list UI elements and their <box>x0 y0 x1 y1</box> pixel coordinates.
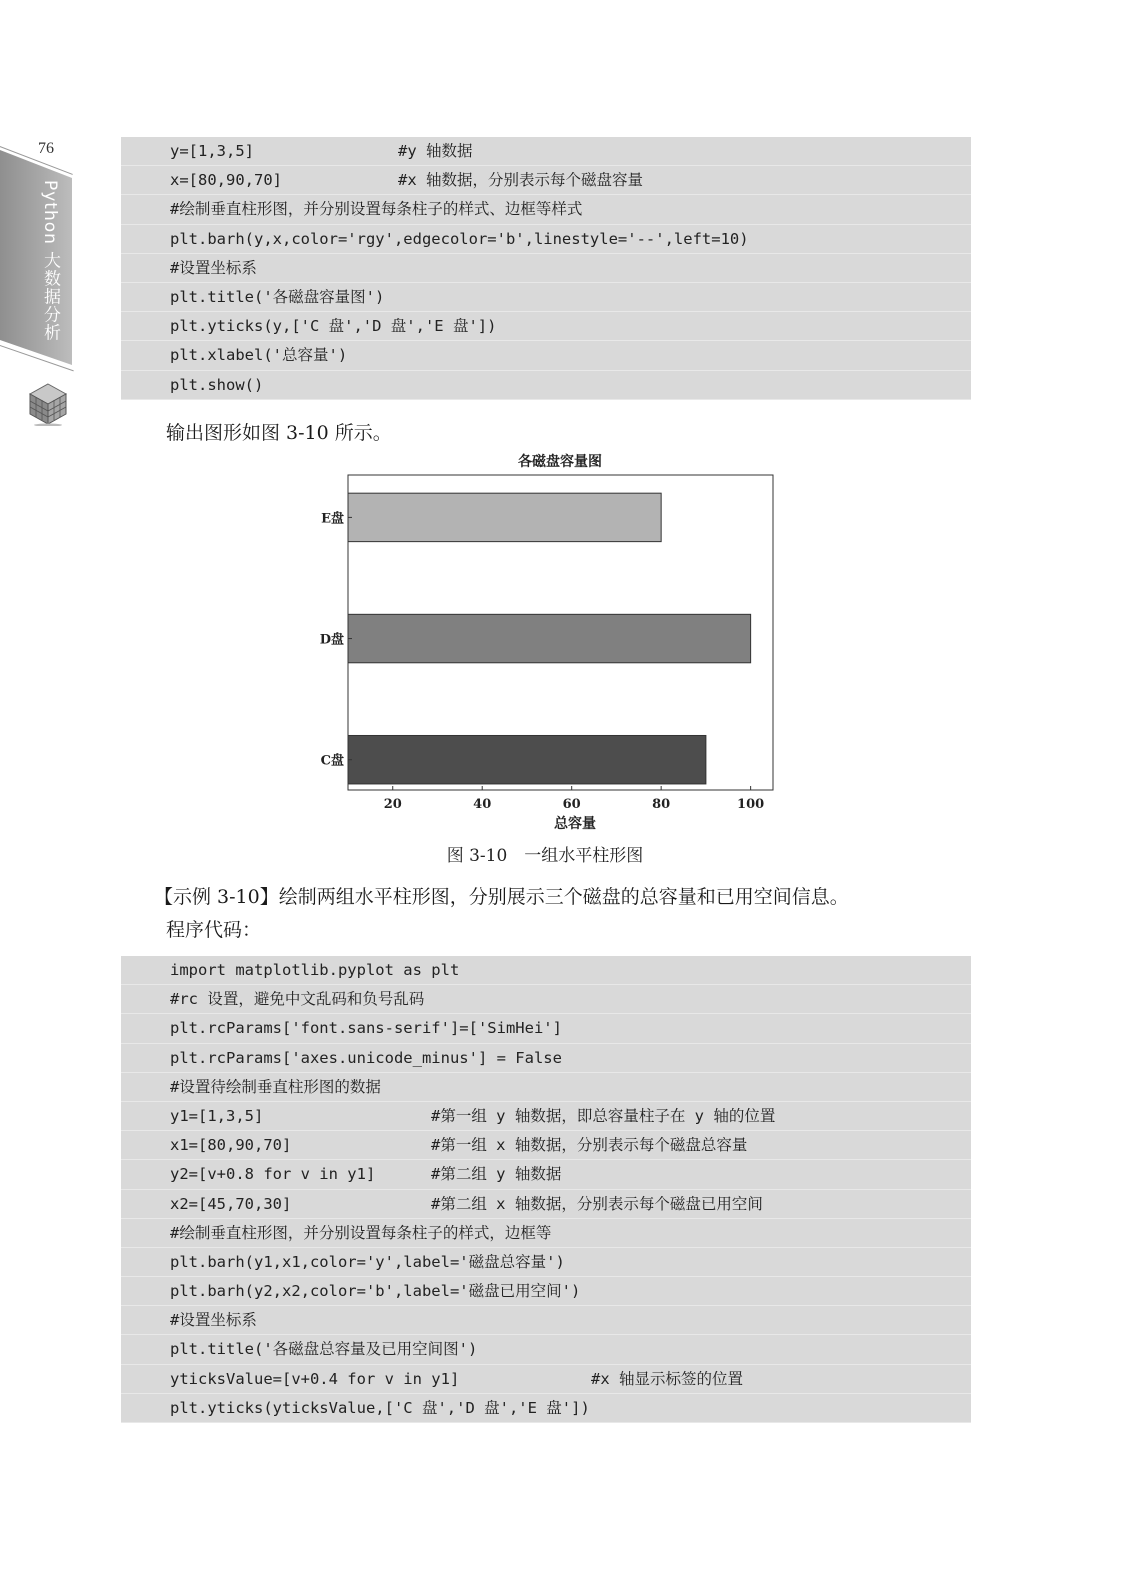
figure-3-10 <box>300 446 800 836</box>
x-tick-label: 80 <box>652 797 671 812</box>
code-text: yticksValue=[v+0.4 for v in y1] <box>170 1369 460 1388</box>
code-comment: #第二组 x 轴数据，分别表示每个磁盘已用空间 <box>431 1194 763 1213</box>
code-line <box>121 1044 971 1073</box>
code-text: plt.barh(y1,x1,color='y',label='磁盘总容量') <box>170 1252 565 1271</box>
code-text: x2=[45,70,30] <box>170 1194 292 1213</box>
x-tick-label: 100 <box>737 797 765 812</box>
code-text: plt.rcParams['font.sans-serif']=['SimHei'] <box>170 1019 562 1038</box>
code-line <box>121 1219 971 1248</box>
x-axis-label: 总容量 <box>554 816 596 832</box>
code-line <box>121 137 971 166</box>
chart-title: 各磁盘容量图 <box>518 454 602 470</box>
output-description: 输出图形如图 3-10 所示。 <box>166 422 392 444</box>
code-text: plt.xlabel('总容量') <box>170 346 348 365</box>
code-text: #绘制垂直柱形图，并分别设置每条柱子的样式，边框等 <box>170 1223 552 1242</box>
code-line <box>121 166 971 195</box>
code-line <box>121 371 971 400</box>
code-text: plt.yticks(yticksValue,['C 盘','D 盘','E 盘']) <box>170 1398 590 1417</box>
y-tick-label: E盘 <box>321 511 344 527</box>
code-text: plt.barh(y2,x2,color='b',label='磁盘已用空间') <box>170 1282 581 1301</box>
code-text: #rc 设置，避免中文乱码和负号乱码 <box>170 990 425 1009</box>
code-line <box>121 1102 971 1131</box>
code-line <box>121 1073 971 1102</box>
code-text: plt.show() <box>170 375 264 394</box>
code-text: #设置待绘制垂直柱形图的数据 <box>170 1077 381 1096</box>
code-text: y1=[1,3,5] <box>170 1106 264 1125</box>
code-line <box>121 1160 971 1189</box>
code-text: x1=[80,90,70] <box>170 1136 292 1155</box>
code-line <box>121 1365 971 1394</box>
code-comment: #x 轴数据，分别表示每个磁盘容量 <box>398 171 643 190</box>
code-block-2 <box>121 956 971 1423</box>
horizontal-bar-chart <box>300 446 800 836</box>
bar-1 <box>348 614 751 662</box>
code-line <box>121 1306 971 1335</box>
code-line <box>121 1335 971 1364</box>
code-line <box>121 254 971 283</box>
code-text: plt.title('各磁盘总容量及已用空间图') <box>170 1340 478 1359</box>
figure-caption: 图 3-10 一组水平柱形图 <box>446 846 644 866</box>
code-line <box>121 1248 971 1277</box>
cube-logo-icon <box>28 382 68 426</box>
example-heading: 【示例 3-10】绘制两组水平柱形图，分别展示三个磁盘的总容量和已用空间信息。 <box>154 886 849 908</box>
code-comment: #x 轴显示标签的位置 <box>591 1369 743 1388</box>
code-line <box>121 1014 971 1043</box>
code-text: plt.yticks(y,['C 盘','D 盘','E 盘']) <box>170 317 497 336</box>
x-tick-label: 60 <box>562 797 581 812</box>
code-text: import matplotlib.pyplot as plt <box>170 961 460 979</box>
code-text: x=[80,90,70] <box>170 171 282 190</box>
code-line <box>121 283 971 312</box>
code-text: #设置坐标系 <box>170 1311 257 1330</box>
x-tick-label: 20 <box>383 797 402 812</box>
code-line <box>121 195 971 224</box>
code-line <box>121 1131 971 1160</box>
code-text: y2=[v+0.8 for v in y1] <box>170 1165 376 1184</box>
code-block-1 <box>121 137 971 400</box>
bar-0 <box>348 735 706 783</box>
side-tab-title: Python 大数据分析 <box>40 180 60 342</box>
code-line <box>121 225 971 254</box>
code-comment: #第二组 y 轴数据 <box>431 1165 562 1184</box>
code-comment: #第一组 y 轴数据，即总容量柱子在 y 轴的位置 <box>431 1106 776 1125</box>
code-line <box>121 956 971 985</box>
code-line <box>121 1190 971 1219</box>
x-tick-label: 40 <box>473 797 492 812</box>
code-line <box>121 341 971 370</box>
page-number: 76 <box>38 140 54 157</box>
code-line <box>121 1277 971 1306</box>
code-comment: #y 轴数据 <box>398 142 473 160</box>
code-text: #设置坐标系 <box>170 258 257 277</box>
code-text: #绘制垂直柱形图，并分别设置每条柱子的样式、边框等样式 <box>170 200 583 219</box>
program-label: 程序代码： <box>166 919 262 941</box>
code-comment: #第一组 x 轴数据，分别表示每个磁盘总容量 <box>431 1136 748 1155</box>
code-text: plt.title('各磁盘容量图') <box>170 287 385 306</box>
code-line <box>121 985 971 1014</box>
code-line <box>121 1394 971 1423</box>
code-text: plt.rcParams['axes.unicode_minus'] = False <box>170 1048 562 1067</box>
bar-2 <box>348 493 661 541</box>
code-text: y=[1,3,5] <box>170 142 254 160</box>
code-line <box>121 312 971 341</box>
y-tick-label: C盘 <box>320 753 344 769</box>
code-text: plt.barh(y,x,color='rgy',edgecolor='b',linestyle='--',left=10) <box>170 229 749 248</box>
y-tick-label: D盘 <box>319 632 344 648</box>
